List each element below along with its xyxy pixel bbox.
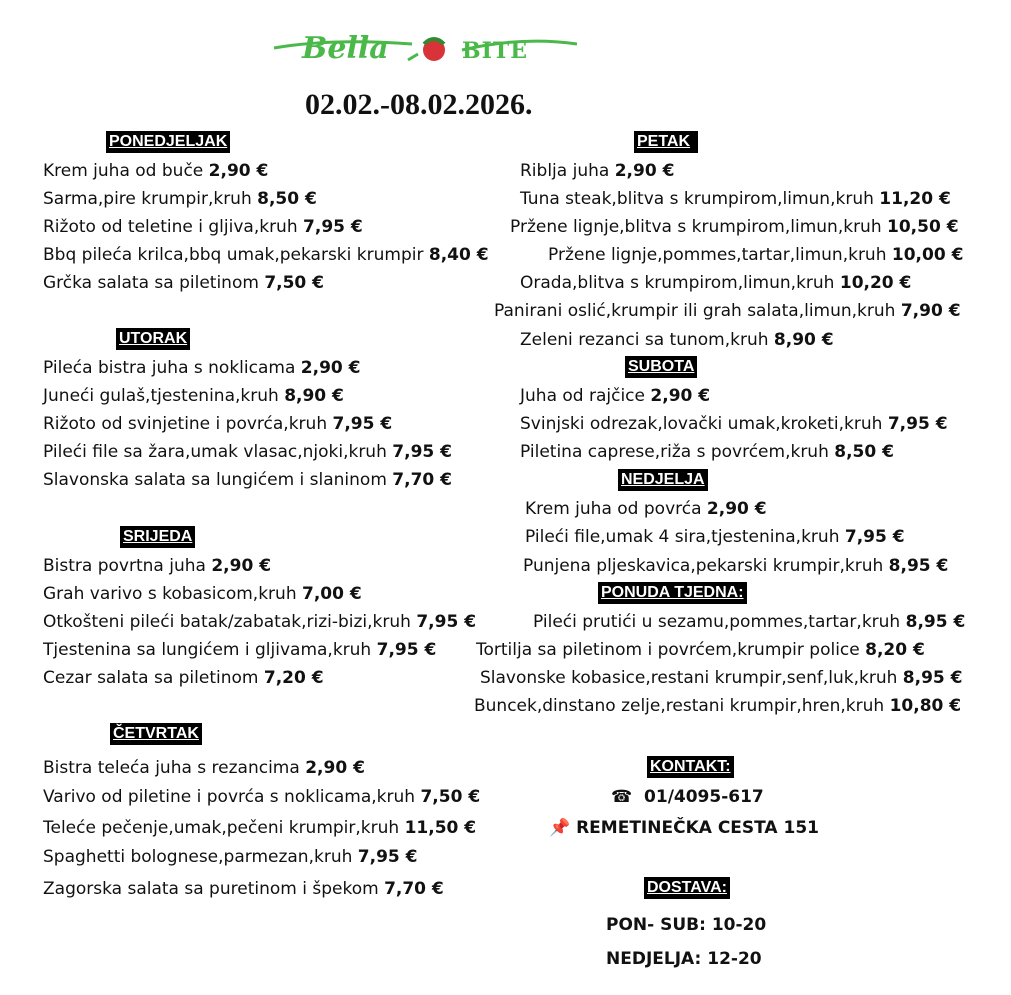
address-text: REMETINEČKA CESTA 151 bbox=[576, 818, 819, 838]
day-header-wednesday: SRIJEDA bbox=[120, 526, 195, 548]
day-header-tuesday: UTORAK bbox=[116, 328, 190, 350]
date-range: 02.02.-08.02.2026. bbox=[305, 88, 533, 121]
day-header-sunday: NEDJELJA bbox=[618, 469, 708, 491]
menu-item: Grah varivo s kobasicom,kruh 7,00 € bbox=[43, 584, 362, 604]
pushpin-icon: 📌 bbox=[549, 818, 571, 838]
menu-item: Grčka salata sa piletinom 7,50 € bbox=[43, 273, 325, 293]
contact-header: KONTAKT: bbox=[647, 756, 734, 778]
menu-item: Panirani oslić,krumpir ili grah salata,limun,kruh 7,90 € bbox=[494, 301, 961, 321]
menu-item: Pileći file,umak 4 sira,tjestenina,kruh 7,95 € bbox=[525, 527, 905, 547]
contact-address bbox=[549, 818, 819, 838]
menu-item: Pržene lignje,blitva s krumpirom,limun,kruh 10,50 € bbox=[510, 217, 959, 237]
menu-item: Otkošteni pileći batak/zabatak,rizi-bizi,kruh 7,95 € bbox=[43, 612, 477, 632]
delivery-hours-sunday: NEDJELJA: 12-20 bbox=[606, 949, 762, 969]
day-header-monday: PONEDJELJAK bbox=[106, 131, 230, 153]
brand-name-right: BITE bbox=[462, 38, 529, 64]
menu-item: Juneći gulaš,tjestenina,kruh 8,90 € bbox=[43, 386, 344, 406]
menu-item: Bistra teleća juha s rezancima 2,90 € bbox=[43, 758, 365, 778]
delivery-header: DOSTAVA: bbox=[644, 877, 730, 899]
menu-item: Krem juha od buče 2,90 € bbox=[43, 161, 269, 181]
menu-item: Pileći prutići u sezamu,pommes,tartar,kruh 8,95 € bbox=[533, 612, 966, 632]
menu-item: Riblja juha 2,90 € bbox=[520, 161, 675, 181]
menu-item: Slavonske kobasice,restani krumpir,senf,luk,kruh 8,95 € bbox=[480, 668, 963, 688]
menu-item: Punjena pljeskavica,pekarski krumpir,kruh 8,95 € bbox=[523, 556, 949, 576]
menu-item: Buncek,dinstano zelje,restani krumpir,hren,kruh 10,80 € bbox=[474, 696, 962, 716]
menu-item: Sarma,pire krumpir,kruh 8,50 € bbox=[43, 189, 317, 209]
menu-item: Orada,blitva s krumpirom,limun,kruh 10,20 € bbox=[520, 273, 912, 293]
menu-item: Pileća bistra juha s noklicama 2,90 € bbox=[43, 358, 361, 378]
menu-item: Cezar salata sa piletinom 7,20 € bbox=[43, 668, 324, 688]
menu-item: Pržene lignje,pommes,tartar,limun,kruh 10,00 € bbox=[548, 245, 964, 265]
menu-item: Tjestenina sa lungićem i gljivama,kruh 7,95 € bbox=[43, 640, 437, 660]
menu-item: Teleće pečenje,umak,pečeni krumpir,kruh 11,50 € bbox=[43, 818, 477, 838]
brand-logo bbox=[272, 32, 582, 68]
menu-item: Krem juha od povrća 2,90 € bbox=[525, 499, 767, 519]
menu-item: Piletina caprese,riža s povrćem,kruh 8,50 € bbox=[520, 442, 894, 462]
brand-name-left: Bella bbox=[302, 31, 389, 66]
day-header-thursday: ČETVRTAK bbox=[110, 723, 202, 745]
menu-item: Zagorska salata sa puretinom i špekom 7,70 € bbox=[43, 879, 444, 899]
menu-item: Slavonska salata sa lungićem i slaninom 7,70 € bbox=[43, 470, 452, 490]
menu-item: Bbq pileća krilca,bbq umak,pekarski krumpir 8,40 € bbox=[43, 245, 489, 265]
menu-item: Rižoto od svinjetine i povrća,kruh 7,95 € bbox=[43, 414, 393, 434]
day-header-friday: PETAK bbox=[634, 131, 698, 153]
menu-item: Juha od rajčice 2,90 € bbox=[520, 386, 711, 406]
menu-item: Bistra povrtna juha 2,90 € bbox=[43, 556, 272, 576]
menu-item: Tortilja sa piletinom i povrćem,krumpir police 8,20 € bbox=[476, 640, 925, 660]
telephone-icon: ☎ bbox=[611, 787, 633, 807]
day-header-saturday: SUBOTA bbox=[625, 356, 697, 378]
week-offer-header: PONUDA TJEDNA: bbox=[598, 582, 747, 604]
menu-item: Svinjski odrezak,lovački umak,kroketi,kruh 7,95 € bbox=[520, 414, 948, 434]
menu-item: Spaghetti bolognese,parmezan,kruh 7,95 € bbox=[43, 847, 418, 867]
menu-item: Pileći file sa žara,umak vlasac,njoki,kruh 7,95 € bbox=[43, 442, 452, 462]
menu-item: Varivo od piletine i povrća s noklicama,kruh 7,50 € bbox=[43, 787, 481, 807]
menu-item: Rižoto od teletine i gljiva,kruh 7,95 € bbox=[43, 217, 363, 237]
contact-phone bbox=[611, 787, 764, 807]
delivery-hours-weekdays: PON- SUB: 10-20 bbox=[606, 915, 767, 935]
phone-number: 01/4095-617 bbox=[644, 787, 764, 807]
menu-item: Tuna steak,blitva s krumpirom,limun,kruh 11,20 € bbox=[520, 189, 951, 209]
menu-item: Zeleni rezanci sa tunom,kruh 8,90 € bbox=[520, 330, 834, 350]
